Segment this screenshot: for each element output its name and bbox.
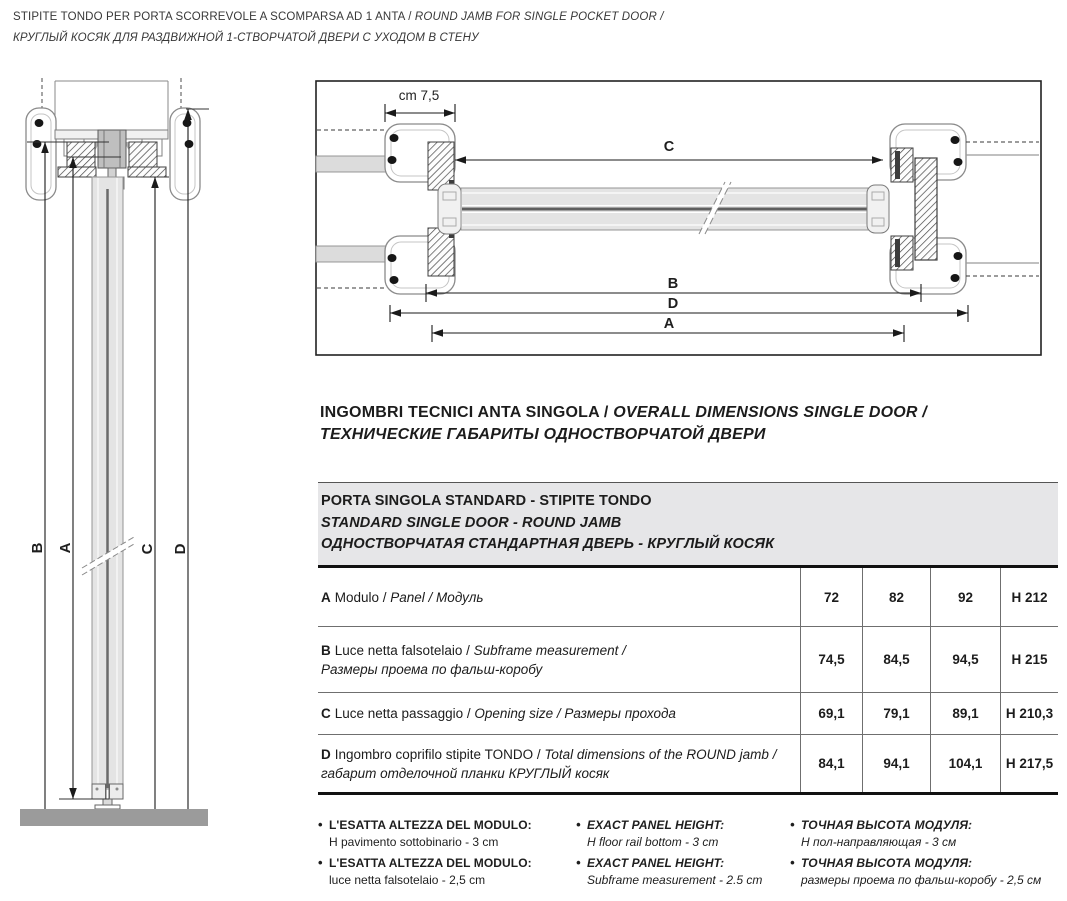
dim-label-b: B bbox=[29, 542, 46, 554]
section-title-line2: ТЕХНИЧЕСКИЕ ГАБАРИТЫ ОДНОСТВОРЧАТОЙ ДВЕРИ bbox=[320, 426, 766, 443]
jamb-width-label: cm 7,5 bbox=[398, 88, 440, 103]
spec-table bbox=[318, 482, 1058, 795]
row-value: 72 bbox=[800, 568, 862, 626]
section-title bbox=[320, 402, 1060, 446]
dim-label-c: C bbox=[663, 139, 675, 155]
door-panel-vertical bbox=[82, 177, 134, 789]
row-value: H 217,5 bbox=[1000, 735, 1058, 792]
table-row bbox=[318, 568, 1058, 626]
row-value: 94,5 bbox=[930, 627, 1000, 692]
doc-header bbox=[13, 7, 693, 49]
row-value: 104,1 bbox=[930, 735, 1000, 792]
row-value: H 215 bbox=[1000, 627, 1058, 692]
note-title: • EXACT PANEL HEIGHT: bbox=[576, 856, 784, 870]
row-value: 82 bbox=[862, 568, 930, 626]
floor-detail bbox=[20, 784, 208, 826]
note-title: • ТОЧНАЯ ВЫСОТА МОДУЛЯ: bbox=[790, 818, 1064, 832]
footnotes-russian bbox=[790, 818, 1064, 894]
note-sub: H floor rail bottom - 3 cm bbox=[587, 835, 719, 849]
dim-label-c: C bbox=[139, 543, 156, 555]
vertical-section-drawing bbox=[8, 78, 218, 828]
table-row bbox=[318, 734, 1058, 792]
row-value: 79,1 bbox=[862, 693, 930, 734]
row-value: 69,1 bbox=[800, 693, 862, 734]
row-description: C Luce netta passaggio / Opening size / Размеры прохода bbox=[321, 706, 676, 721]
note-sub: Н пол-направляющая - 3 см bbox=[801, 835, 957, 849]
table-row bbox=[318, 626, 1058, 692]
row-value: 84,5 bbox=[862, 627, 930, 692]
row-value: H 212 bbox=[1000, 568, 1058, 626]
dim-label-d: D bbox=[667, 296, 679, 312]
doc-header-line2: КРУГЛЫЙ КОСЯК ДЛЯ РАЗДВИЖНОЙ 1-СТВОРЧАТОЙ ДВЕРИ С УХОДОМ В СТЕНУ bbox=[13, 32, 479, 44]
row-description: D Ingombro coprifilo stipite TONDO / Total dimensions of the ROUND jamb / габарит отделочной планки КРУГЛЫЙ косяк bbox=[321, 746, 777, 781]
footnotes-italian bbox=[318, 818, 568, 894]
footnotes-english bbox=[576, 818, 784, 894]
dim-label-b: B bbox=[667, 276, 679, 292]
note-title: • ТОЧНАЯ ВЫСОТА МОДУЛЯ: bbox=[790, 856, 1064, 870]
note-sub: luce netta falsotelaio - 2,5 cm bbox=[329, 873, 486, 887]
table-title-banner bbox=[318, 482, 1058, 568]
row-value: 84,1 bbox=[800, 735, 862, 792]
table-title-ru: ОДНОСТВОРЧАТАЯ СТАНДАРТНАЯ ДВЕРЬ - КРУГЛЫЙ КОСЯК bbox=[321, 536, 775, 552]
note-sub: размеры проема по фальш-коробу - 2,5 см bbox=[801, 873, 1042, 887]
table-body bbox=[318, 568, 1058, 795]
table-title-it: PORTA SINGOLA STANDARD - STIPITE TONDO bbox=[321, 493, 652, 509]
dim-label-a: A bbox=[57, 542, 74, 554]
closing-jamb-right bbox=[890, 124, 1039, 294]
pocket-jamb-left bbox=[316, 124, 461, 294]
table-title-en: STANDARD SINGLE DOOR - ROUND JAMB bbox=[321, 514, 622, 531]
doc-header-line1: STIPITE TONDO PER PORTA SCORREVOLE A SCOMPARSA AD 1 ANTA / ROUND JAMB FOR SINGLE POCKET DOOR / bbox=[13, 11, 664, 23]
table-row bbox=[318, 692, 1058, 734]
row-value: 74,5 bbox=[800, 627, 862, 692]
row-description: A Modulo / Panel / Модуль bbox=[321, 589, 484, 605]
note-sub: H pavimento sottobinario - 3 cm bbox=[329, 835, 499, 849]
dim-label-d: D bbox=[172, 543, 189, 555]
note-title: • L'ESATTA ALTEZZA DEL MODULO: bbox=[318, 818, 568, 832]
row-description: B Luce netta falsotelaio / Subframe measurement / Размеры проема по фальш-коробу bbox=[321, 642, 626, 677]
dim-label-a: A bbox=[663, 316, 675, 332]
floor bbox=[20, 809, 208, 826]
note-title: • EXACT PANEL HEIGHT: bbox=[576, 818, 784, 832]
door-panel-horizontal bbox=[461, 182, 889, 234]
note-sub: Subframe measurement - 2.5 cm bbox=[587, 873, 763, 887]
horizontal-section-drawing bbox=[315, 80, 1042, 356]
section-title-line1: INGOMBRI TECNICI ANTA SINGOLA / OVERALL DIMENSIONS SINGLE DOOR / bbox=[320, 404, 927, 421]
row-value: 89,1 bbox=[930, 693, 1000, 734]
note-title: • L'ESATTA ALTEZZA DEL MODULO: bbox=[318, 856, 568, 870]
row-value: 94,1 bbox=[862, 735, 930, 792]
row-value: H 210,3 bbox=[1000, 693, 1058, 734]
row-value: 92 bbox=[930, 568, 1000, 626]
